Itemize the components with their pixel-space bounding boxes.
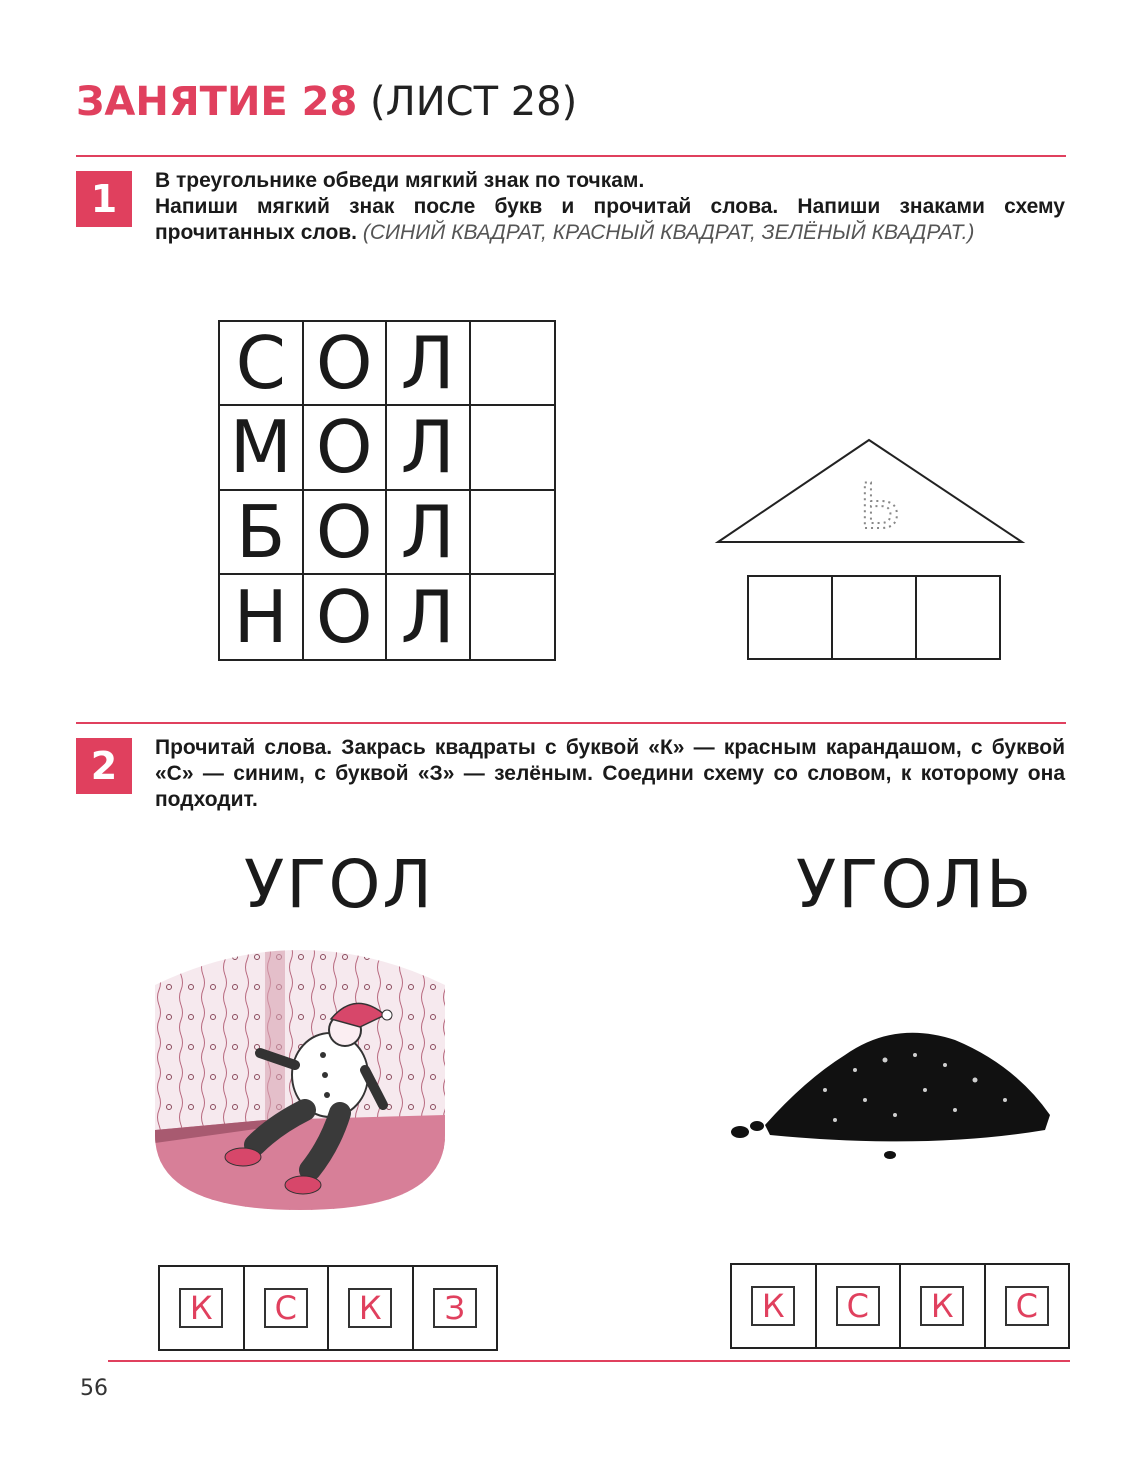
schema-cell[interactable] [901,1265,986,1347]
letter-schema-left [158,1265,498,1351]
page-title [76,78,577,126]
task1-line2: Напиши мягкий знак после букв и прочитай слова. Напиши знаками схему прочитанных слов. [155,195,1065,244]
schema-cell[interactable] [414,1267,497,1349]
grid-cell-empty[interactable] [471,406,555,490]
grid-cell: О [304,322,388,406]
letter-box[interactable]: С [836,1286,880,1326]
task1-line1: В треугольнике обведи мягкий знак по точкам. [155,169,645,192]
letter-schema-right [730,1263,1070,1349]
dotted-soft-sign[interactable]: Ь [858,470,902,543]
schema-cell[interactable] [245,1267,330,1349]
letter-box[interactable]: К [751,1286,795,1326]
task2-instruction: Прочитай слова. Закрась квадраты с буквой «К» — красным карандашом, с буквой «С» — синим, с буквой «З» — зелёным. Соедини схему со словом, к которому она подходит. [155,736,1065,811]
schema-square[interactable] [917,577,999,658]
grid-cell: О [304,575,388,659]
task2-number-badge: 2 [76,738,132,794]
grid-cell: Л [387,491,471,575]
task1-line2-italic: (СИНИЙ КВАДРАТ, КРАСНЫЙ КВАДРАТ, ЗЕЛЁНЫЙ КВАДРАТ.) [362,221,975,244]
divider-bottom [108,1360,1070,1362]
letter-box[interactable]: С [264,1288,308,1328]
grid-cell-empty[interactable] [471,322,555,406]
divider-middle [76,722,1066,724]
sheet-label: (ЛИСТ 28) [370,79,578,125]
triangle-roof[interactable] [712,436,1028,548]
corner-clown-illustration [155,945,445,1210]
word-ugol-soft: УГОЛЬ [796,846,1034,923]
letter-box[interactable]: К [348,1288,392,1328]
grid-cell: Б [220,491,304,575]
grid-cell: С [220,322,304,406]
grid-cell-empty[interactable] [471,491,555,575]
grid-cell: Л [387,575,471,659]
grid-cell: О [304,406,388,490]
letter-box[interactable]: К [920,1286,964,1326]
grid-cell: О [304,491,388,575]
schema-cell[interactable] [732,1265,817,1347]
syllable-grid [218,320,556,661]
word-ugol: УГОЛ [244,846,435,923]
lesson-title: ЗАНЯТИЕ 28 [76,79,358,125]
letter-box[interactable]: С [1005,1286,1049,1326]
grid-cell: Н [220,575,304,659]
schema-cell[interactable] [986,1265,1069,1347]
word-schema-boxes [747,575,1001,660]
task1-instruction [155,168,1065,246]
grid-cell-empty[interactable] [471,575,555,659]
letter-box[interactable]: К [179,1288,223,1328]
letter-box[interactable]: З [433,1288,477,1328]
coal-pile-illustration [725,1020,1055,1160]
task1-number-badge: 1 [76,171,132,227]
schema-square[interactable] [749,577,833,658]
schema-cell[interactable] [817,1265,902,1347]
grid-cell: Л [387,322,471,406]
schema-cell[interactable] [160,1267,245,1349]
page-number: 56 [80,1376,108,1401]
divider-top [76,155,1066,157]
grid-cell: М [220,406,304,490]
grid-cell: Л [387,406,471,490]
schema-cell[interactable] [329,1267,414,1349]
schema-square[interactable] [833,577,917,658]
